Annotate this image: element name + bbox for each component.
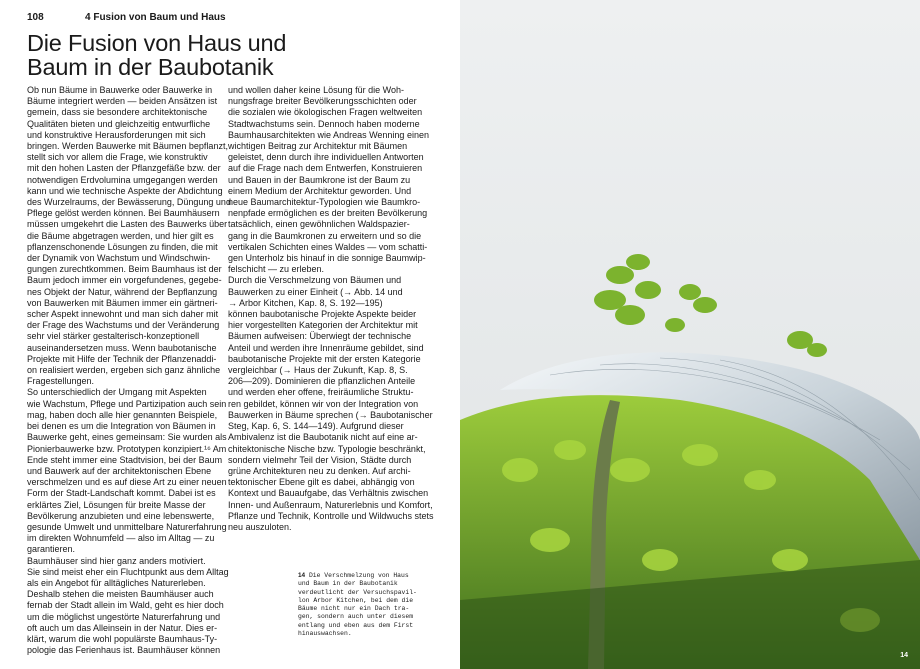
caption-line: gen, sondern auch unter diesem	[298, 613, 414, 621]
text-line: die sozialen wie ökologischen Fragen weltweiten	[228, 107, 423, 118]
text-line: scher Aspekt innewohnt und man sich daher mit	[27, 309, 219, 320]
text-line: und werden eher offene, freiräumliche Struktu-	[228, 387, 414, 398]
caption-line: verdeutlicht der Versuchspavil-	[298, 588, 417, 596]
text-line: nes Objekt der Natur, während der Bepflanzung	[27, 286, 218, 297]
caption-line: entlang und eben aus dem First	[298, 621, 414, 629]
text-line: der Dynamik von Wachstum und Windschwin-	[27, 253, 211, 264]
text-line: die Bäume abgetragen werden, und hier gilt es	[27, 230, 214, 241]
text-line: tektonischer Ebene gilt es dabei, abhängig von	[228, 477, 415, 488]
text-line: bei denen es um die Integration von Bäumen in	[27, 421, 216, 432]
text-line: Bauwerken zu einer Einheit (→ Abb. 14 und	[228, 286, 403, 297]
page-number: 108	[27, 12, 44, 23]
text-line: auf die Frage nach dem Entwerfen, Konstruieren	[228, 163, 423, 174]
text-line: Fragestellungen.	[27, 376, 95, 387]
text-line: müssen umgekehrt die Lasten des Bauwerks über	[27, 219, 228, 230]
text-line: Bäumen aufweisen: Überwiegt der technische	[228, 331, 412, 342]
text-line: und Bauwerk auf der architektonischen Ebene	[27, 465, 212, 476]
text-line: neue Baumarchitektur-Typologien wie Baumkro-	[228, 197, 421, 208]
text-line: felschicht — zu erleben.	[228, 264, 325, 275]
caption-line: hinauswachsen.	[298, 630, 352, 638]
text-line: Baum jedoch immer ein vorgefundenes, gegebe-	[27, 275, 222, 286]
text-line: sehr viel stärker gestalterisch-konzeptionell	[27, 331, 200, 342]
text-line: sondern vielmehr Teil der Vision, Städte durch	[228, 454, 412, 465]
text-line: Sie sind meist eher ein Fluchtpunkt aus dem Alltag	[27, 566, 229, 577]
text-line: des Wurzelraums, der Bewässerung, Düngung und	[27, 197, 231, 208]
text-line: und Bauen in der Baumkrone ist der Baum zu	[228, 174, 411, 185]
figure-number: 14	[900, 652, 908, 659]
text-line: fernab der Stadt allein im Wald, geht es hier doch	[27, 600, 224, 611]
text-line: gen Unterholz bis hinauf in die sonnige Baumwip-	[228, 253, 426, 264]
text-line: → Arbor Kitchen, Kap. 8, S. 192—195)	[228, 297, 383, 308]
text-line: Steg, Kap. 6, S. 144—149). Aufgrund dieser	[228, 421, 404, 432]
caption-number: 14	[298, 572, 306, 579]
text-line: Ende steht immer eine Stadtvision, bei der Baum	[27, 454, 223, 465]
text-line: Bauwerken in Bäume sprechen (→ Baubotanischer	[228, 409, 433, 420]
text-column-left	[27, 85, 231, 656]
text-line: Pionierbauwerke bzw. Prototypen konzipiert.¹⁶ Am	[27, 443, 227, 454]
text-line: Projekte mit Hilfe der Technik der Pflanzenaddi-	[27, 353, 217, 364]
text-line: als ein Angebot für alltägliches Naturerleben.	[27, 577, 206, 588]
text-line: stellt sich vor allem die Frage, wie konstruktiv	[27, 152, 208, 163]
text-line: und konstruktive Herausforderungen mit sich	[27, 129, 206, 140]
text-line: Baumhausarchitekten wie Andreas Wenning einen	[228, 129, 429, 140]
figure-caption	[298, 572, 428, 638]
text-line: Ob nun Bäume in Bauwerke oder Bauwerke in	[27, 85, 213, 95]
text-column-right	[228, 85, 434, 533]
text-line: gang in die Baumkronen zu erweitern und so die	[228, 230, 422, 241]
text-line: gungen zurechtkommen. Beim Baumhaus ist der	[27, 264, 222, 275]
text-line: ren gebildet, können wir von der Integration von	[228, 398, 419, 409]
caption-line: und Baum in der Baubotanik	[298, 580, 398, 588]
text-line: So unterschiedlich der Umgang mit Aspekten	[27, 387, 207, 398]
text-line: Baumhäuser sind hier ganz anders motiviert.	[27, 555, 206, 566]
text-line: mit den hohen Lasten der Pflanzgefäße bzw. der	[27, 163, 221, 174]
text-line: und wollen daher keine Lösung für die Woh-	[228, 85, 404, 95]
text-line: gesunde Umwelt und unmittelbare Naturerfahrung	[27, 521, 227, 532]
running-head	[27, 12, 447, 24]
text-line: vergleichbar (→ Haus der Zukunft, Kap. 8, S.	[228, 365, 408, 376]
text-line: on realisiert werden, ergeben sich ganz ähnliche	[27, 365, 221, 376]
text-line: Durch die Verschmelzung von Bäumen und	[228, 275, 402, 286]
text-line: Bauwerke geht, eines gemeinsam: Sie wurden als	[27, 432, 227, 443]
text-line: von Bauwerken mit Bäumen immer ein gärtneri-	[27, 297, 218, 308]
page-title	[27, 31, 447, 79]
text-line: kann und wie technische Aspekte der Abdichtung	[27, 185, 223, 196]
text-line: oft auch um das Alleinsein in der Natur. Dies er-	[27, 622, 218, 633]
text-line: Form der Stadt-Landschaft kommt. Dabei ist es	[27, 488, 216, 499]
text-line: Qualitäten bieten und gleichzeitig entwurfliche	[27, 118, 211, 129]
text-line: hier vorgestellten Kategorien der Architektur mit	[228, 320, 418, 331]
text-line: im direkten Wohnumfeld — also im Alltag — zu	[27, 533, 215, 544]
text-line: Ambivalenz ist die Baubotanik nicht auf eine ar-	[228, 432, 418, 443]
chapter-label: 4 Fusion von Baum und Haus	[85, 12, 226, 23]
caption-line: Bäume nicht nur ein Dach tra-	[298, 605, 410, 613]
text-line: Deshalb stehen die meisten Baumhäuser auch	[27, 589, 214, 600]
text-line: baubotanische Projekte mit der ersten Kategorie	[228, 353, 421, 364]
text-line: Stadtwachstums sein. Dennoch haben moderne	[228, 118, 420, 129]
title-line: Die Fusion von Haus und	[27, 30, 287, 56]
text-line: Pflege gelöst werden können. Bei Baumhäusern	[27, 208, 220, 219]
text-line: mag, haben doch alle hier genannten Beispiele,	[27, 409, 218, 420]
text-line: vertikalen Schichten eines Waldes — vom schatti-	[228, 241, 428, 252]
text-line: pologie das Ferienhaus ist. Baumhäuser können	[27, 645, 221, 656]
text-line: der Frage des Wachstums und der Veränderung	[27, 320, 220, 331]
text-line: geleistet, denn durch ihre individuellen Antworten	[228, 152, 424, 163]
text-line: wie Wachstum, Pflege und Partizipation auch sein	[27, 398, 227, 409]
text-line: neu auszuloten.	[228, 521, 292, 532]
text-line: auseinandersetzen muss. Wenn baubotanische	[27, 342, 217, 353]
text-line: bringen. Werden Bauwerke mit Bäumen bepflanzt,	[27, 141, 228, 152]
text-line: Kontext und Bauaufgabe, das Verhältnis zwischen	[228, 488, 429, 499]
text-line: verschmelzen und es auf diese Art zu einer neuen	[27, 477, 227, 488]
text-line: klärt, warum die wohl populärste Baumhaus-Ty-	[27, 633, 218, 644]
text-line: Bäume integriert werden — beiden Ansätzen ist	[27, 96, 218, 107]
text-line: gemein, dass sie besondere architektonische	[27, 107, 208, 118]
text-line: Bevölkerung anzubieten und eine lebenswerte,	[27, 510, 215, 521]
text-line: garantieren.	[27, 544, 76, 555]
text-line: wichtigen Beitrag zur Architektur mit Bäumen	[228, 141, 408, 152]
text-line: Anteil und werden ihre Innenräume gebildet, sind	[228, 342, 424, 353]
text-line: nungsfrage breiter Bevölkerungsschichten oder	[228, 96, 417, 107]
text-line: nenpfade ermöglichen es der breiten Bevölkerung	[228, 208, 428, 219]
title-line: Baum in der Baubotanik	[27, 54, 274, 80]
text-line: um die möglichst ungestörte Naturerfahrung und	[27, 611, 221, 622]
text-line: chitektonische Nische bzw. Typologie beschränkt,	[228, 443, 426, 454]
caption-line: lon Arbor Kitchen, bei dem die	[298, 596, 414, 604]
text-line: tatsächlich, einen gewöhnlichen Waldspazier-	[228, 219, 410, 230]
text-line: können baubotanische Projekte Aspekte beider	[228, 309, 417, 320]
text-line: 206—209). Dominieren die pflanzlichen Anteile	[228, 376, 416, 387]
pavilion-photo	[460, 0, 920, 669]
text-line: Pflanze und Technik, Kontrolle und Wildwuchs stets	[228, 510, 434, 521]
text-line: Innen- und Außenraum, Naturerlebnis und Komfort,	[228, 499, 433, 510]
text-line: einem Medium der Architektur geworden. Und	[228, 185, 412, 196]
text-line: grüne Architekturen neu zu denken. Auf archi-	[228, 465, 411, 476]
caption-line: Die Verschmelzung von Haus	[308, 572, 409, 579]
text-line: pflanzenschonende Lösungen zu finden, die mit	[27, 241, 218, 252]
text-line: notwendigen Erdvolumina umgegangen werden	[27, 174, 218, 185]
right-page-photo	[460, 0, 920, 669]
text-line: erklärtes Ziel, Lösungen für breite Masse der	[27, 499, 206, 510]
